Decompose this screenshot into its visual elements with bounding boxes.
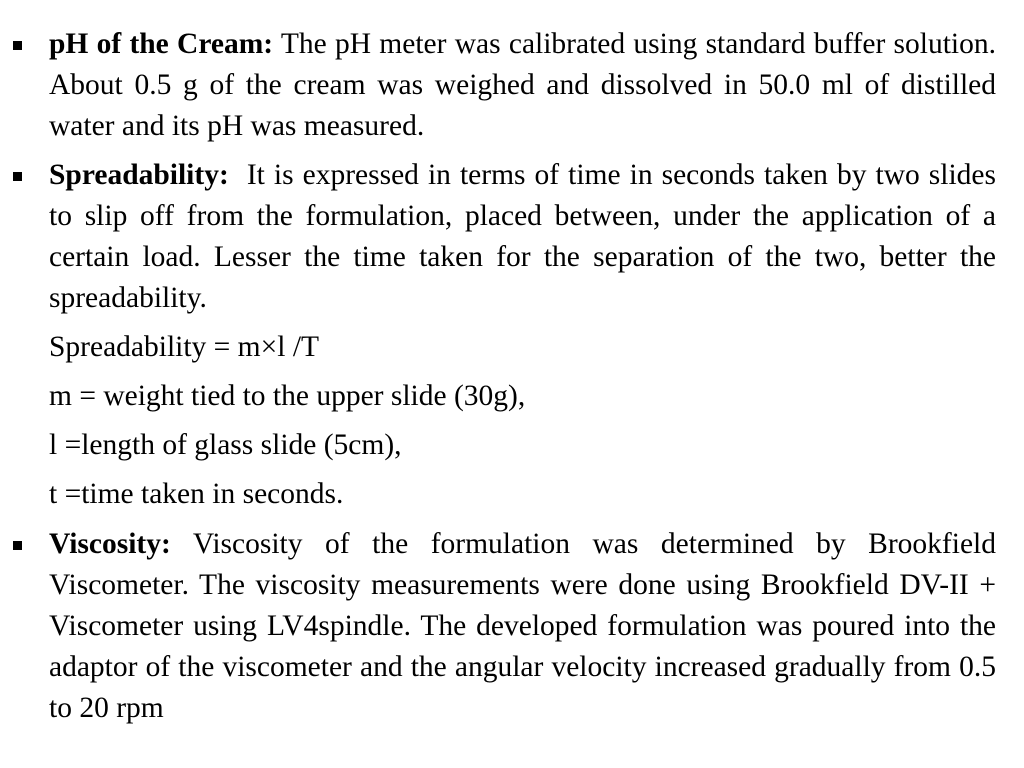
bullet-term: Spreadability: xyxy=(49,159,229,191)
definition-t: t =time taken in seconds. xyxy=(49,478,344,510)
bullet-body: The pH meter was calibrated using standard buffer solution. About 0.5 g of the cream was weighed and dissolved in 50.0 ml of distilled water and its pH was measured. xyxy=(49,28,996,142)
square-bullet-icon xyxy=(13,41,22,50)
bullet-paragraph xyxy=(49,155,1004,319)
definition-l: l =length of glass slide (5cm), xyxy=(49,429,402,461)
bullet-body: Viscosity of the formulation was determined by Brookfield Viscometer. The viscosity measurements were done using Brookfield DV-II + Viscometer using LV4spindle. The developed formulation was poured into the adaptor of the viscometer and the angular velocity increased gradually from 0.5 to 20 rpm xyxy=(49,528,996,724)
square-bullet-icon xyxy=(13,541,22,550)
definition-m: m = weight tied to the upper slide (30g), xyxy=(49,380,526,412)
bullet-paragraph xyxy=(49,24,996,147)
square-bullet-icon xyxy=(13,172,22,181)
bullet-body: It is expressed in terms of time in seconds taken by two slides to slip off from the formulation, placed between, under the application of a certain load. Lesser the time taken for the separation of the two, better the spreadability. xyxy=(49,159,1004,314)
bullet-paragraph xyxy=(49,524,996,729)
bullet-term: Viscosity: xyxy=(49,528,171,560)
spreadability-formula: Spreadability = m×l /T xyxy=(49,331,320,363)
bullet-term: pH of the Cream: xyxy=(49,28,274,60)
